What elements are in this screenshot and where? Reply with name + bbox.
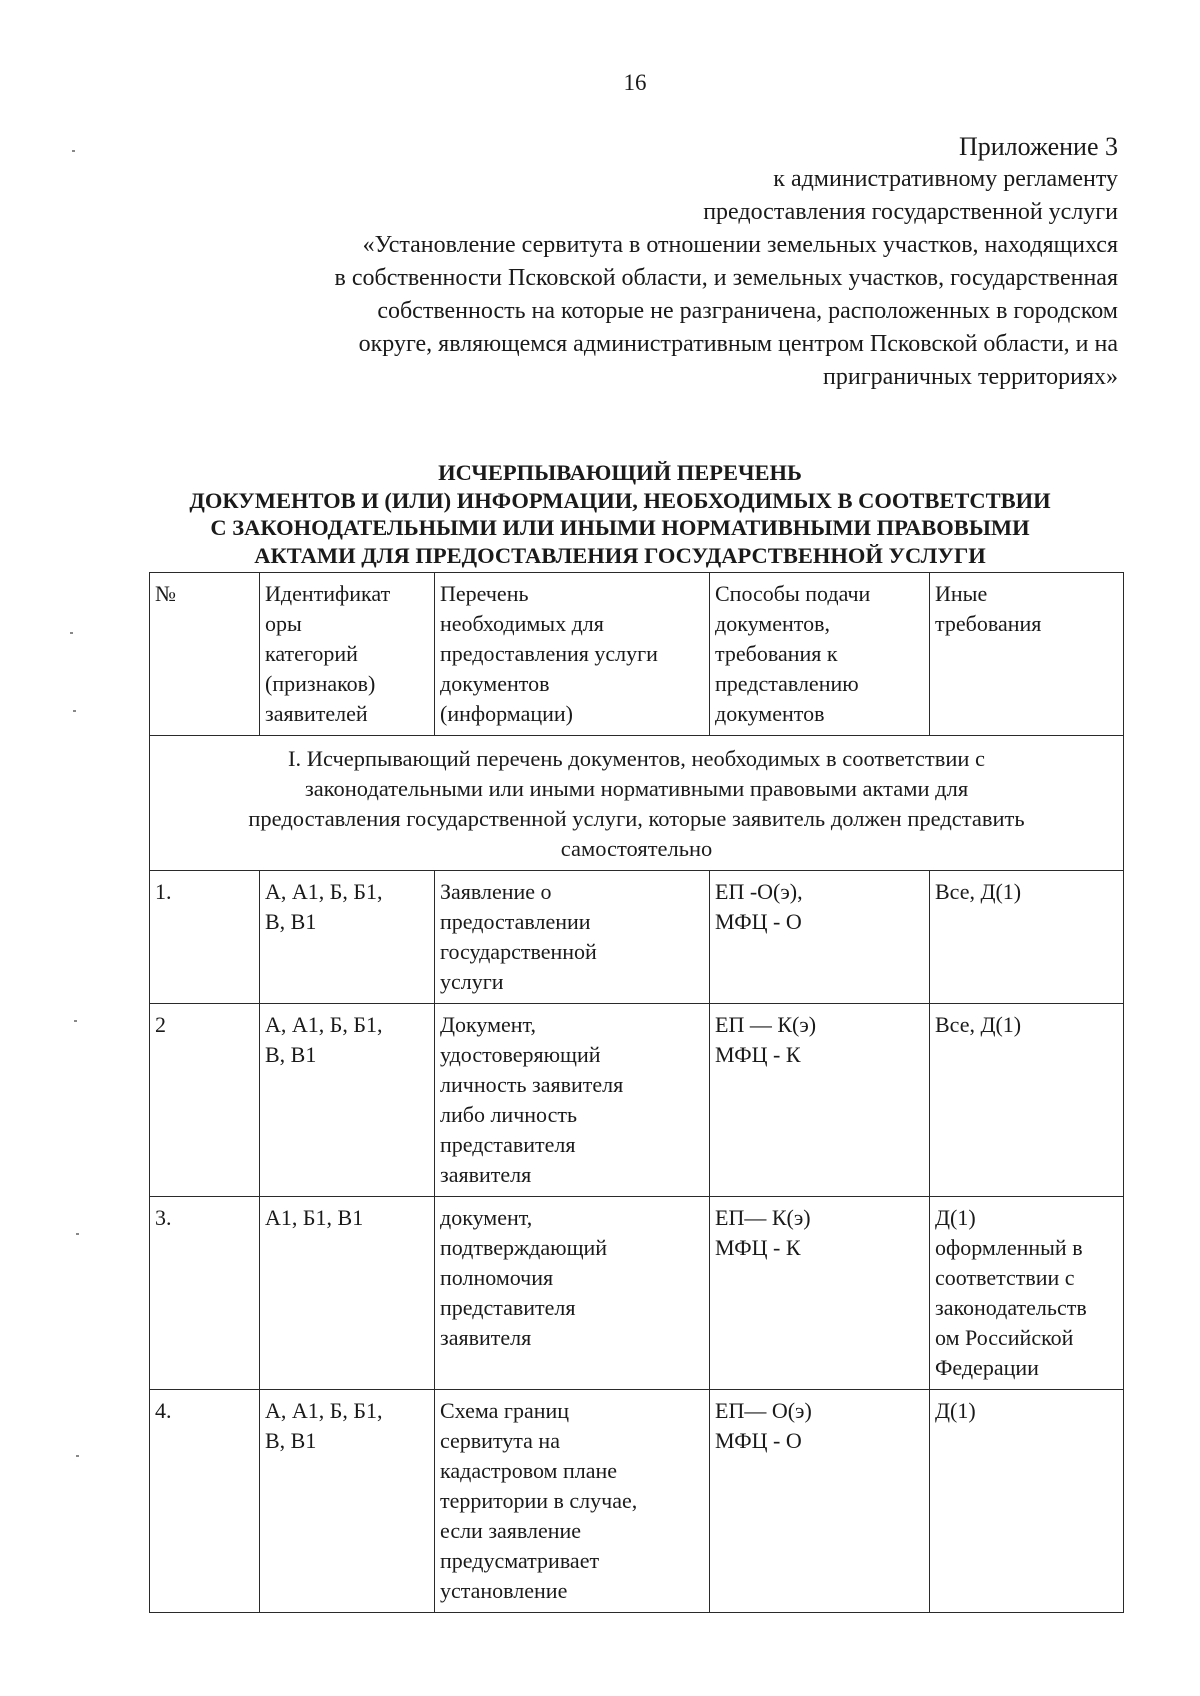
cell-line: представителя: [440, 1295, 576, 1320]
cell-line: №: [155, 581, 176, 606]
cell-line: Перечень: [440, 581, 529, 606]
header-cell-number: [150, 573, 260, 736]
cell-line: документов,: [715, 611, 830, 636]
table-row: [150, 1197, 1124, 1390]
table-row: [150, 1004, 1124, 1197]
cell-line: (информации): [440, 701, 573, 726]
row-documents: [435, 1390, 710, 1613]
header-cell-other: [930, 573, 1124, 736]
table-header-row: [150, 573, 1124, 736]
cell-line: предусматривает: [440, 1548, 600, 1573]
row-documents: [435, 1197, 710, 1390]
cell-line: Иные: [935, 581, 988, 606]
cell-line: подтверждающий: [440, 1235, 608, 1260]
cell-line: документов: [715, 701, 825, 726]
row-methods: [710, 1197, 930, 1390]
cell-line: государственной: [440, 939, 597, 964]
cell-line: требования к: [715, 641, 838, 666]
cell-line: ЕП -О(э),: [715, 879, 803, 904]
section-title: [150, 736, 1124, 871]
cell-line: требования: [935, 611, 1042, 636]
cell-line: оформленный в: [935, 1235, 1083, 1260]
row-categories: [260, 1390, 435, 1613]
row-categories: [260, 871, 435, 1004]
cell-line: удостоверяющий: [440, 1042, 601, 1067]
cell-line: представителя: [440, 1132, 576, 1157]
cell-line: ЕП— О(э): [715, 1398, 812, 1423]
cell-line: Идентификат: [265, 581, 391, 606]
cell-line: В, В1: [265, 909, 317, 934]
section-line: самостоятельно: [560, 836, 713, 861]
section-row: [150, 736, 1124, 871]
scan-speck: [76, 1455, 79, 1457]
cell-line: Документ,: [440, 1012, 537, 1037]
cell-line: услуги: [440, 969, 504, 994]
cell-line: представлению: [715, 671, 859, 696]
cell-line: А, А1, Б, Б1,: [265, 1398, 383, 1423]
row-categories: [260, 1004, 435, 1197]
cell-line: предоставления услуги: [440, 641, 658, 666]
document-heading: [120, 459, 1120, 569]
table-row: [150, 1390, 1124, 1613]
cell-line: Все, Д(1): [935, 1012, 1022, 1037]
appendix-line: собственность на которые не разграничена, расположенных в городском: [377, 298, 1118, 324]
heading-line: АКТАМИ ДЛЯ ПРЕДОСТАВЛЕНИЯ ГОСУДАРСТВЕННОЙ УСЛУГИ: [254, 542, 986, 568]
scan-speck: [74, 1020, 77, 1022]
cell-line: Д(1): [935, 1398, 976, 1423]
heading-line: ИСЧЕРПЫВАЮЩИЙ ПЕРЕЧЕНЬ: [438, 460, 802, 485]
scan-speck: [72, 150, 75, 152]
cell-line: необходимых для: [440, 611, 604, 636]
cell-line: категорий: [265, 641, 358, 666]
cell-line: А, А1, Б, Б1,: [265, 1012, 383, 1037]
cell-line: территории в случае,: [440, 1488, 638, 1513]
cell-line: если заявление: [440, 1518, 582, 1543]
cell-line: ом Российской: [935, 1325, 1074, 1350]
cell-line: сервитута на: [440, 1428, 560, 1453]
row-methods: [710, 1004, 930, 1197]
row-other: [930, 1390, 1124, 1613]
cell-line: соответствии с: [935, 1265, 1075, 1290]
cell-line: либо личность: [440, 1102, 577, 1127]
header-cell-documents: [435, 573, 710, 736]
cell-line: Д(1): [935, 1205, 976, 1230]
scan-speck: [76, 1233, 79, 1235]
cell-line: В, В1: [265, 1428, 317, 1453]
scan-speck: [70, 632, 73, 634]
row-number: [150, 1197, 260, 1390]
appendix-line: предоставления государственной услуги: [703, 199, 1118, 225]
appendix-line: приграничных территориях»: [823, 364, 1118, 390]
cell-line: документ,: [440, 1205, 533, 1230]
appendix-line: Приложение 3: [958, 132, 1118, 161]
cell-line: Схема границ: [440, 1398, 570, 1423]
cell-line: заявителя: [440, 1162, 532, 1187]
appendix-line: «Установление сервитута в отношении земельных участков, находящихся: [362, 232, 1118, 258]
scan-speck: [73, 710, 76, 712]
cell-line: заявителей: [265, 701, 368, 726]
appendix-line: в собственности Псковской области, и земельных участков, государственная: [334, 265, 1118, 291]
cell-line: кадастровом плане: [440, 1458, 618, 1483]
cell-line: 3.: [155, 1205, 172, 1230]
row-documents: [435, 871, 710, 1004]
row-methods: [710, 1390, 930, 1613]
section-line: I. Исчерпывающий перечень документов, необходимых в соответствии с: [287, 746, 986, 771]
cell-line: Федерации: [935, 1355, 1039, 1380]
cell-line: 4.: [155, 1398, 172, 1423]
cell-line: Все, Д(1): [935, 879, 1022, 904]
heading-line: С ЗАКОНОДАТЕЛЬНЫМИ ИЛИ ИНЫМИ НОРМАТИВНЫМИ ПРАВОВЫМИ: [210, 515, 1030, 540]
cell-line: ЕП— К(э): [715, 1205, 811, 1230]
row-other: [930, 871, 1124, 1004]
cell-line: Способы подачи: [715, 581, 871, 606]
row-methods: [710, 871, 930, 1004]
row-other: [930, 1197, 1124, 1390]
header-cell-methods: [710, 573, 930, 736]
cell-line: ЕП — К(э): [715, 1012, 817, 1037]
cell-line: предоставлении: [440, 909, 591, 934]
cell-line: МФЦ - О: [715, 909, 802, 934]
row-number: [150, 1390, 260, 1613]
cell-line: В, В1: [265, 1042, 317, 1067]
cell-line: полномочия: [440, 1265, 554, 1290]
heading-line: ДОКУМЕНТОВ И (ИЛИ) ИНФОРМАЦИИ, НЕОБХОДИМЫХ В СООТВЕТСТВИИ: [189, 487, 1051, 513]
appendix-line: к административному регламенту: [773, 166, 1118, 192]
cell-line: 2: [155, 1012, 166, 1037]
cell-line: МФЦ - К: [715, 1042, 801, 1067]
cell-line: установление: [440, 1578, 568, 1603]
cell-line: заявителя: [440, 1325, 532, 1350]
row-documents: [435, 1004, 710, 1197]
cell-line: личность заявителя: [440, 1072, 624, 1097]
cell-line: документов: [440, 671, 550, 696]
cell-line: МФЦ - К: [715, 1235, 801, 1260]
appendix-line: округе, являющемся административным центром Псковской области, и на: [358, 331, 1118, 357]
row-other: [930, 1004, 1124, 1197]
row-categories: [260, 1197, 435, 1390]
cell-line: А1, Б1, В1: [265, 1205, 364, 1230]
section-line: законодательными или иными нормативными правовыми актами для: [304, 776, 969, 801]
documents-table: [149, 572, 1124, 1613]
header-cell-categories: [260, 573, 435, 736]
cell-line: Заявление о: [440, 879, 552, 904]
appendix-header: [138, 130, 1118, 394]
cell-line: 1.: [155, 879, 172, 904]
cell-line: МФЦ - О: [715, 1428, 802, 1453]
section-line: предоставления государственной услуги, которые заявитель должен представить: [248, 806, 1025, 831]
row-number: [150, 1004, 260, 1197]
page-number: 16: [623, 70, 647, 95]
cell-line: (признаков): [265, 671, 376, 696]
cell-line: А, А1, Б, Б1,: [265, 879, 383, 904]
cell-line: законодательств: [935, 1295, 1087, 1320]
cell-line: оры: [265, 611, 302, 636]
row-number: [150, 871, 260, 1004]
table-row: [150, 871, 1124, 1004]
